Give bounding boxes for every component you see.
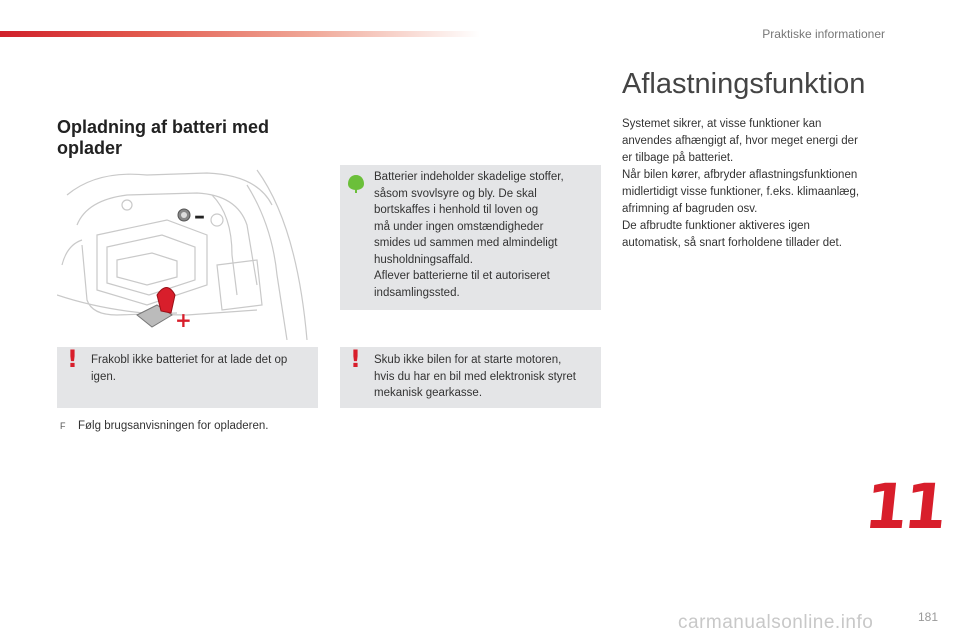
load-shedding-title: Aflastningsfunktion [622, 68, 866, 100]
warning-box-push-start [340, 347, 601, 408]
instruction-bullet [60, 420, 269, 432]
section-header: Praktiske informationer [762, 27, 885, 41]
leaf-icon [347, 174, 365, 194]
negative-terminal [178, 209, 190, 221]
load-shedding-body: Systemet sikrer, at visse funktioner kan anvendes afhængigt af, hvor meget energi der er tilbage på batteriet. Når bilen kører, afbryder aflastningsfunktionen midlertidigt visse funktioner, f.eks. klimaanlæg, afrimning af bagruden osv. De afbrudte funktioner aktiveres igen automatisk, så snart forholdene tillader det. [622, 118, 860, 249]
battery-illustration [57, 165, 318, 340]
chapter-number: 11 [860, 470, 947, 543]
minus-sign: – [194, 204, 205, 229]
watermark: carmanualsonline.info [678, 612, 874, 633]
warning-icon: ! [67, 345, 78, 373]
environment-note [340, 165, 601, 310]
instruction-text: Følg brugsanvisningen for opladeren. [78, 420, 269, 432]
warning-text-disconnect: Frakobl ikke batteriet for at lade det op igen. [91, 354, 288, 383]
page-number: 181 [917, 610, 938, 624]
warning-box-disconnect [57, 347, 318, 408]
bullet-marker: F [60, 421, 66, 431]
plus-sign: + [175, 308, 192, 332]
battery-charging-title: Opladning af batteri med oplader [57, 117, 270, 158]
header-accent-bar [0, 31, 480, 37]
warning-text-push-start: Skub ikke bilen for at starte motoren, hvis du har en bil med elektronisk styret mekanisk gearkasse. [374, 354, 576, 399]
environment-note-text: Batterier indeholder skadelige stoffer, såsom svovlsyre og bly. De skal bortskaffes i henhold til loven og må under ingen omstændigheder smides ud sammen med almindeligt husholdningsaffald. Aflever batterierne til et autoriseret indsamlingssted. [374, 171, 564, 299]
warning-icon: ! [350, 345, 361, 373]
